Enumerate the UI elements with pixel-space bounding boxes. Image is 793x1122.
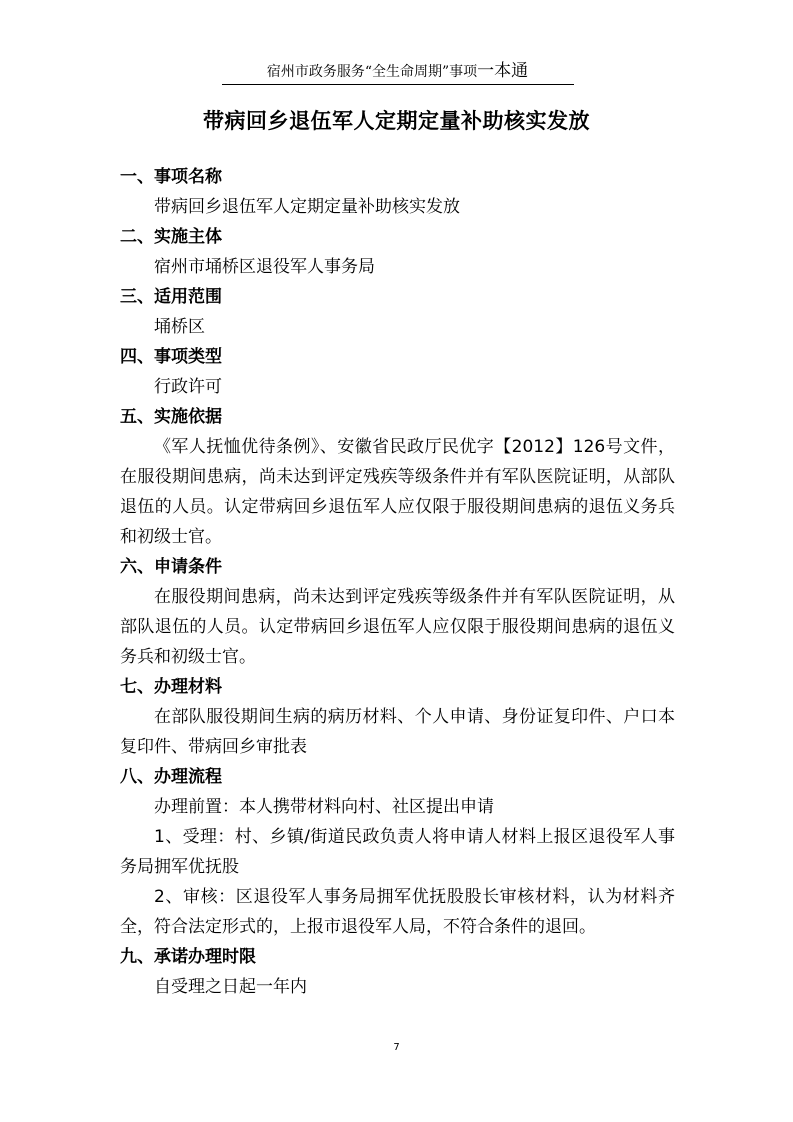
document-body [120,162,675,1002]
section-paragraph: 宿州市埇桥区退役军人事务局 [154,257,375,277]
section-heading: 五、实施依据 [120,407,222,427]
section-heading: 二、实施主体 [120,227,222,247]
section-materials [120,672,675,762]
running-header [220,62,575,81]
section-conditions [120,552,675,672]
section-paragraph: 带病回乡退伍军人定期定量补助核实发放 [154,197,460,217]
section-paragraph: 自受理之日起一年内 [154,977,307,997]
section-item-type [120,342,675,402]
section-heading: 七、办理材料 [120,677,222,697]
section-heading: 三、适用范围 [120,287,222,307]
section-paragraph: 埇桥区 [154,317,205,337]
page-number: 7 [393,1042,400,1053]
section-heading: 六、申请条件 [120,557,222,577]
section-paragraph: 行政许可 [154,377,222,397]
section-heading: 九、承诺办理时限 [120,947,256,967]
section-paragraph: 1、受理：村、乡镇/街道民政负责人将申请人材料上报区退役军人事务局拥军优抚股 [120,827,675,877]
section-paragraph: 办理前置：本人携带材料向村、社区提出申请 [154,797,494,817]
section-heading: 四、事项类型 [120,347,222,367]
section-process [120,762,675,942]
section-item-name [120,162,675,222]
section-paragraph: 《军人抚恤优待条例》、安徽省民政厅民优字【2012】126号文件，在服役期间患病，尚未达到评定残疾等级条件并有军队医院证明，从部队退伍的人员。认定带病回乡退伍军人应仅限于服役期间患病的退伍义务兵和初级士官。 [120,437,675,547]
section-heading: 八、办理流程 [120,767,222,787]
header-rule [222,84,574,85]
section-paragraph: 在部队服役期间生病的病历材料、个人申请、身份证复印件、户口本复印件、带病回乡审批表 [120,707,675,757]
section-paragraph: 在服役期间患病，尚未达到评定残疾等级条件并有军队医院证明，从部队退伍的人员。认定带病回乡退伍军人应仅限于服役期间患病的退伍义务兵和初级士官。 [120,587,675,667]
section-scope [120,282,675,342]
section-time-limit [120,942,675,1002]
running-header-text: 宿州市政务服务“全生命周期”事项 [266,64,478,80]
section-paragraph: 2、审核：区退役军人事务局拥军优抚股股长审核材料，认为材料齐全，符合法定形式的，上报市退役军人局，不符合条件的退回。 [120,887,675,937]
document-title: 带病回乡退伍军人定期定量补助核实发放 [203,109,590,133]
section-heading: 一、事项名称 [120,167,222,187]
section-legal-basis [120,402,675,552]
running-header-suffix: 一本通 [477,61,529,81]
section-implementing-body [120,222,675,282]
